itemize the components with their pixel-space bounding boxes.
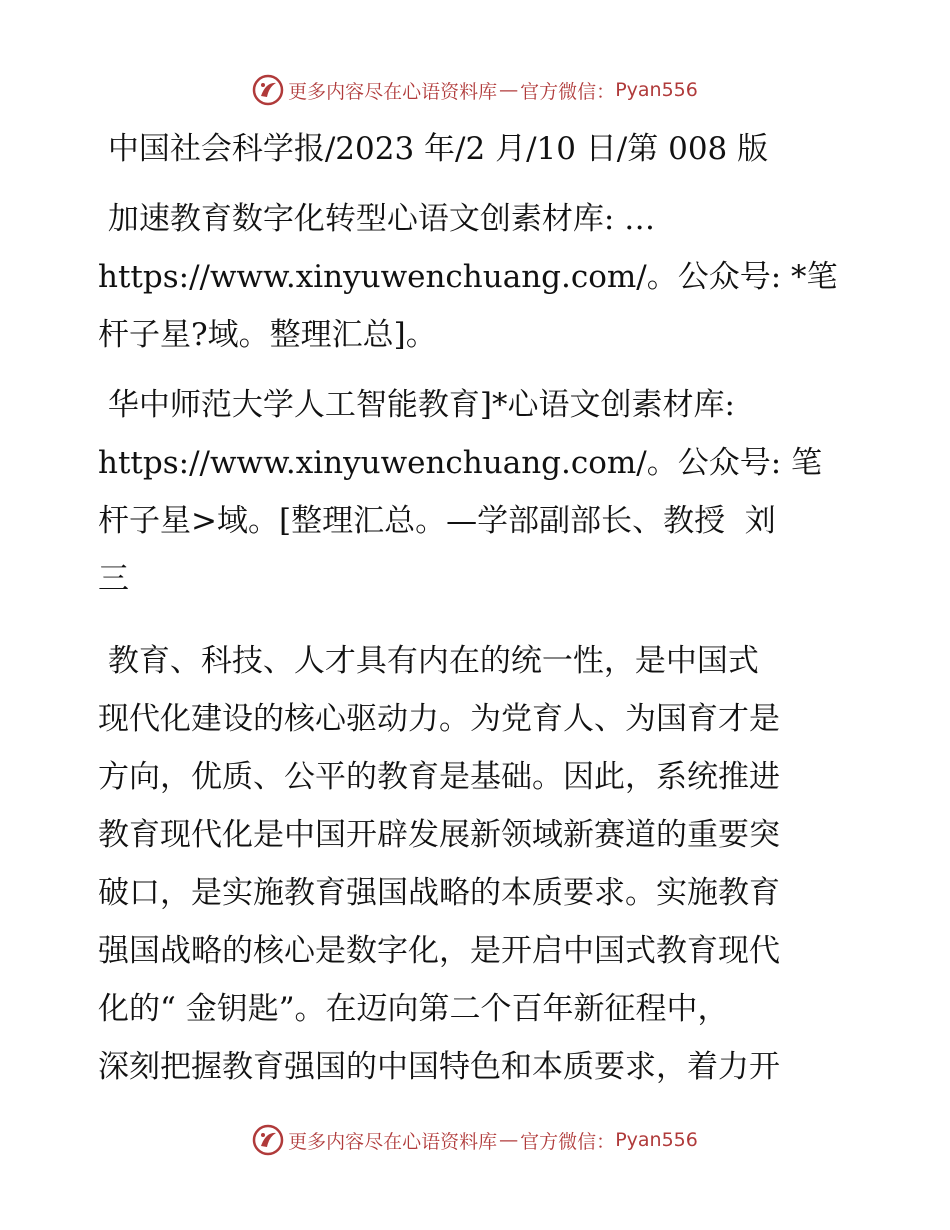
title-block — [98, 190, 858, 364]
document-body — [98, 120, 858, 1096]
watermark-handle: Pyan556 — [615, 1129, 698, 1151]
body-line: 强国战略的核心是数字化，是开启中国式教育现代 — [98, 933, 780, 969]
body-line: 方向，优质、公平的教育是基础。因此，系统推进 — [98, 759, 780, 795]
body-line: 现代化建设的核心驱动力。为党育人、为国育才是 — [98, 701, 780, 737]
source-line: 中国社会科学报/2023 年/2 月/10 日/第 008 版 — [98, 131, 769, 167]
author-line: https://www.xinyuwenchuang.com/。公众号: 笔 — [98, 445, 823, 481]
watermark-text: 更多内容尽在心语资料库 — [288, 1130, 498, 1153]
watermark-header — [0, 70, 950, 110]
author-line: 三 — [98, 561, 129, 597]
watermark-footer — [0, 1120, 950, 1160]
watermark-handle: Pyan556 — [615, 79, 698, 101]
title-line: 杆子星?域。整理汇总]。 — [98, 317, 437, 353]
body-line: 教育现代化是中国开辟发展新领域新赛道的重要突 — [98, 817, 780, 853]
watermark-separator: — — [499, 1129, 519, 1151]
red-logo-icon — [252, 1124, 284, 1156]
body-line: 深刻把握教育强国的中国特色和本质要求，着力开 — [98, 1049, 780, 1085]
watermark-label: 官方微信： — [520, 1130, 616, 1153]
watermark-text: 更多内容尽在心语资料库 — [288, 80, 498, 103]
author-line: 华中师范大学人工智能教育]*心语文创素材库: — [98, 387, 735, 423]
title-line: 加速教育数字化转型心语文创素材库: … — [98, 201, 656, 237]
watermark-separator: — — [499, 79, 519, 101]
author-block — [98, 376, 858, 608]
body-line: 破口，是实施教育强国战略的本质要求。实施教育 — [98, 875, 780, 911]
body-paragraph — [98, 632, 858, 1096]
body-line: 教育、科技、人才具有内在的统一性，是中国式 — [98, 643, 759, 679]
watermark-label: 官方微信： — [520, 80, 616, 103]
author-line: 杆子星>域。[整理汇总。—学部副部长、教授 刘 — [98, 503, 776, 539]
title-line: https://www.xinyuwenchuang.com/。公众号: *笔 — [98, 259, 838, 295]
body-line: 化的“ 金钥匙”。在迈向第二个百年新征程中， — [98, 991, 729, 1027]
red-logo-icon — [252, 74, 284, 106]
